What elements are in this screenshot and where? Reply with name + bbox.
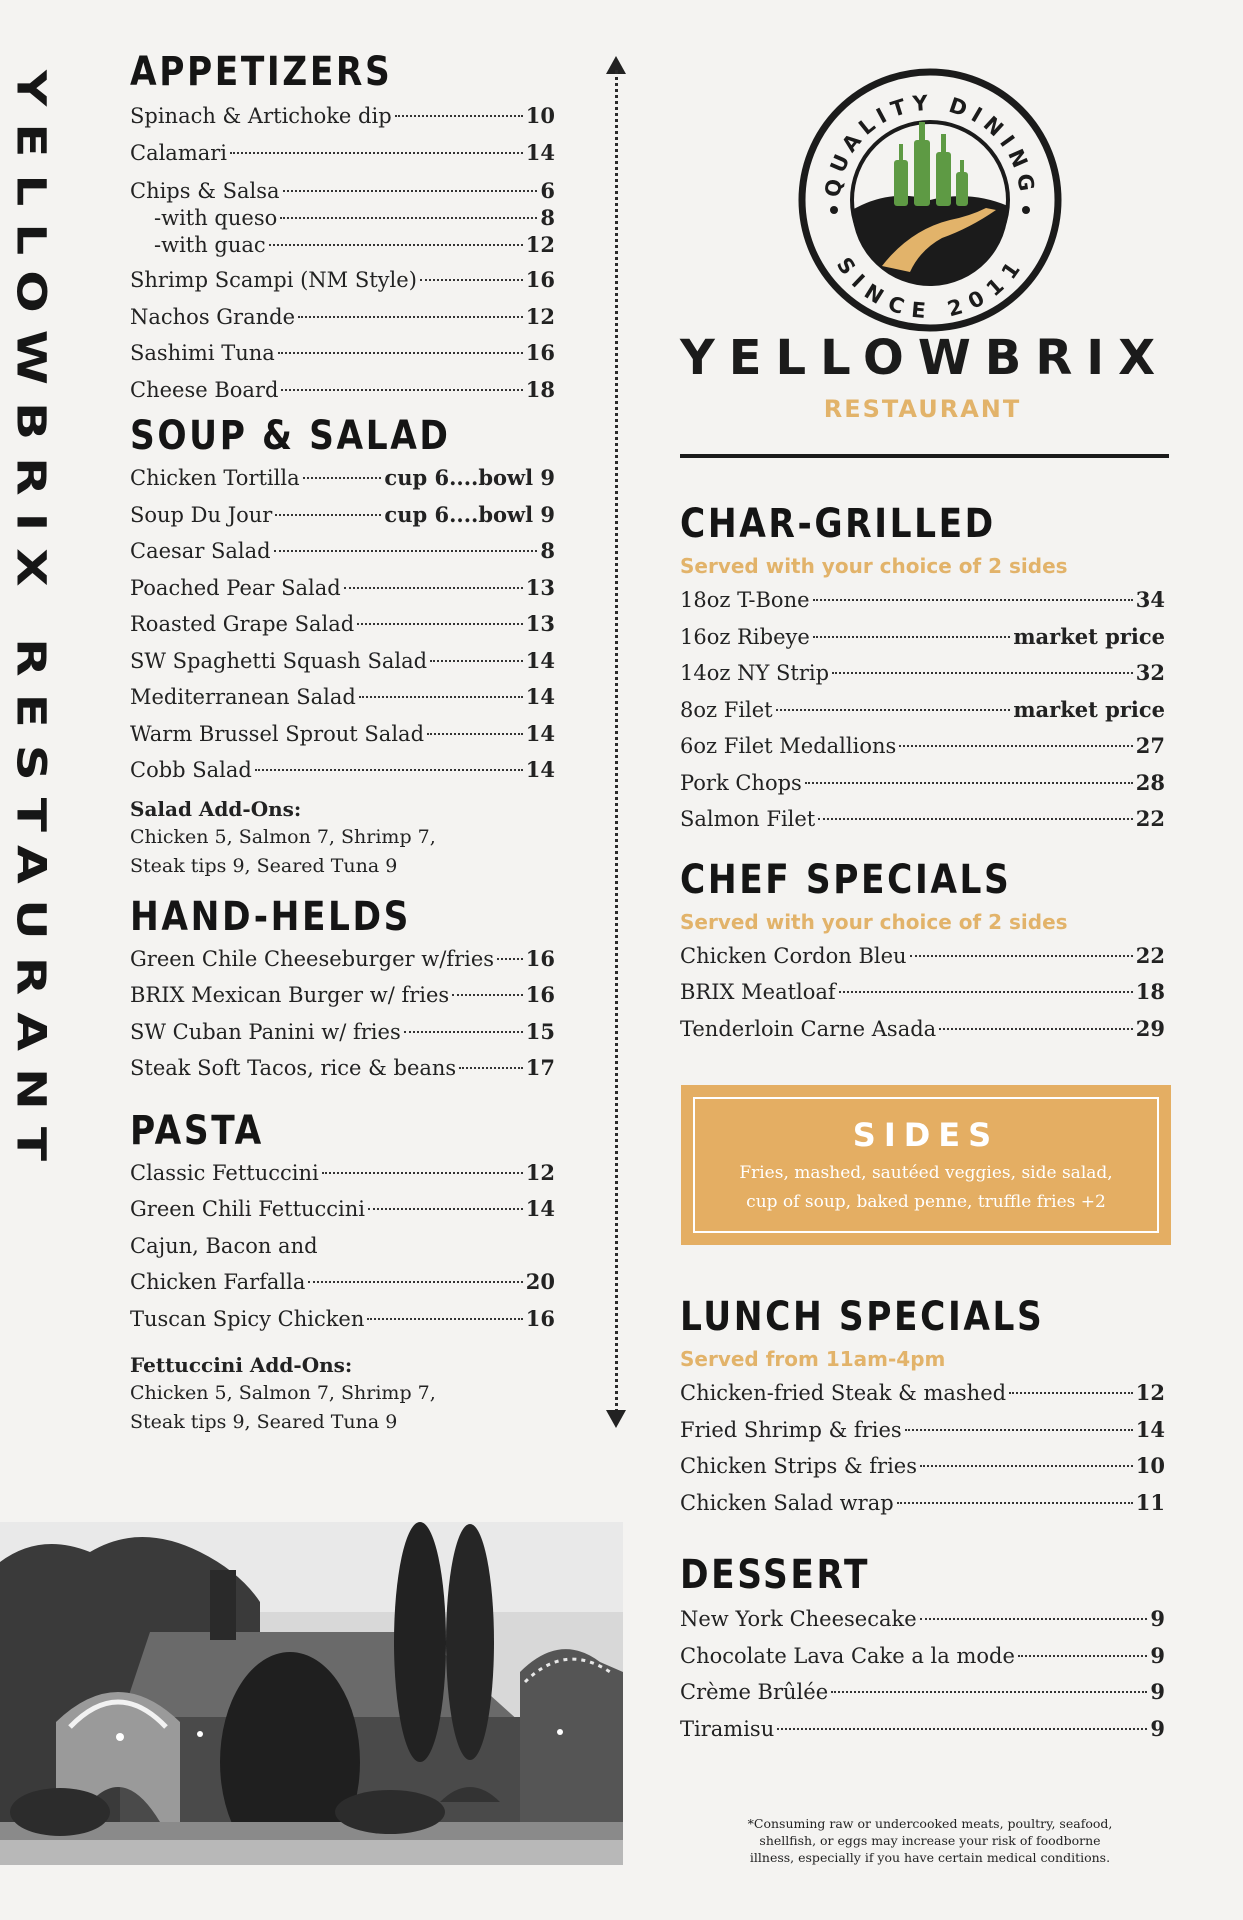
menu-item: Tiramisu 9: [680, 1715, 1165, 1741]
chef-specials-subtitle: Served with your choice of 2 sides: [680, 909, 1068, 934]
char-grilled-subtitle: Served with your choice of 2 sides: [680, 554, 1068, 578]
menu-item: Chicken Cordon Bleu 22: [680, 942, 1165, 968]
menu-item: Cheese Board 18: [130, 376, 555, 402]
menu-item: Spinach & Artichoke dip 10: [130, 103, 555, 128]
logo-arc-top: QUALITY DINING: [820, 90, 1040, 199]
appetizers-list: [130, 98, 555, 408]
menu-item: Mediterranean Salad 14: [130, 684, 555, 709]
sides-heading: SIDES: [852, 1116, 1000, 1154]
pasta-list: [130, 1155, 555, 1438]
menu-item: Chocolate Lava Cake a la mode 9: [680, 1642, 1165, 1668]
logo-arc-bottom: SINCE 2011: [831, 252, 1029, 324]
fettuccini-addons-title: Fettuccini Add-Ons:: [130, 1353, 353, 1377]
sides-panel-frame: [693, 1097, 1159, 1233]
menu-item: Chips & Salsa 6: [130, 178, 555, 203]
menu-item: Chicken Salad wrap 11: [680, 1489, 1165, 1515]
appetizers-heading: APPETIZERS: [130, 49, 393, 95]
chef-specials-heading: CHEF SPECIALS: [680, 856, 1012, 903]
chef-specials-list: [680, 938, 1165, 1048]
handhelds-list: [130, 941, 555, 1087]
lunch-specials-heading: LUNCH SPECIALS: [680, 1294, 1045, 1340]
salad-addons-line: Chicken 5, Salmon 7, Shrimp 7,: [130, 825, 436, 848]
dessert-list: [680, 1601, 1165, 1747]
menu-item: -with guac 12: [154, 232, 555, 257]
menu-item: Roasted Grape Salad 13: [130, 611, 555, 636]
menu-item: Nachos Grande 12: [130, 303, 555, 329]
food-safety-disclaimer: [720, 1815, 1140, 1866]
menu-item: Cobb Salad 14: [130, 757, 555, 782]
menu-item: Fried Shrimp & fries 14: [680, 1416, 1165, 1442]
brand-subtitle: RESTAURANT: [823, 395, 1022, 423]
soup-salad-heading: SOUP & SALAD: [130, 413, 451, 459]
disclaimer-line: *Consuming raw or undercooked meats, poultry, seafood,: [747, 1816, 1113, 1831]
section-rule: [680, 454, 1169, 458]
menu-item: Chicken Strips & fries 10: [680, 1453, 1165, 1478]
menu-item: Salmon Filet 22: [680, 806, 1165, 831]
lunch-specials-list: [680, 1375, 1165, 1521]
menu-item: Pork Chops 28: [680, 769, 1165, 795]
handhelds-heading: HAND-HELDS: [130, 893, 412, 940]
char-grilled-list: [680, 582, 1165, 838]
menu-item: Warm Brussel Sprout Salad 14: [130, 720, 555, 746]
fettuccini-addons-line: Chicken 5, Salmon 7, Shrimp 7,: [130, 1382, 436, 1404]
menu-item: Tuscan Spicy Chicken 16: [130, 1305, 555, 1331]
vertical-title-text: YELLOWBRIX RESTAURANT: [7, 70, 55, 1178]
disclaimer-line: illness, especially if you have certain medical conditions.: [749, 1850, 1111, 1865]
left-menu-column: [130, 48, 555, 1437]
menu-item: Sashimi Tuna 16: [130, 340, 555, 365]
menu-item: Chicken Tortilla cup 6....bowl 9: [130, 465, 555, 490]
vertical-restaurant-title: [0, 70, 62, 1250]
arrow-down-icon: [606, 1410, 626, 1428]
menu-item: BRIX Mexican Burger w/ fries 16: [130, 982, 555, 1007]
salad-addons-title: Salad Add-Ons:: [130, 796, 302, 821]
menu-item: SW Spaghetti Squash Salad 14: [130, 647, 555, 673]
menu-item: -with queso 8: [154, 205, 555, 230]
menu-item: Chicken Farfalla 20: [130, 1269, 555, 1294]
salad-addons-line: Steak tips 9, Seared Tuna 9: [130, 854, 398, 877]
menu-item: Crème Brûlée 9: [680, 1679, 1165, 1704]
menu-item: Classic Fettuccini 12: [130, 1159, 555, 1185]
char-grilled-heading: CHAR-GRILLED: [680, 501, 996, 547]
right-menu-column-lower: [680, 1293, 1165, 1747]
dessert-heading: DESSERT: [680, 1552, 871, 1598]
quality-dining-logo: [790, 60, 1070, 340]
lunch-specials-subtitle: Served from 11am-4pm: [680, 1347, 946, 1371]
menu-item: Steak Soft Tacos, rice & beans 17: [130, 1055, 555, 1080]
menu-item: Green Chile Cheeseburger w/fries 16: [130, 945, 555, 971]
menu-item: 6oz Filet Medallions 27: [680, 733, 1165, 758]
disclaimer-line: shellfish, or eggs may increase your risk of foodborne: [759, 1833, 1101, 1848]
menu-item: Caesar Salad 8: [130, 538, 555, 563]
menu-item: Green Chili Fettuccini 14: [130, 1196, 555, 1221]
sides-panel: [681, 1085, 1171, 1245]
menu-item: Soup Du Jour cup 6....bowl 9: [130, 501, 555, 527]
fettuccini-addons-line: Steak tips 9, Seared Tuna 9: [130, 1411, 398, 1433]
menu-item: 8oz Filet market price: [680, 696, 1165, 722]
menu-item: 16oz Ribeye market price: [680, 623, 1165, 649]
menu-item: SW Cuban Panini w/ fries 15: [130, 1018, 555, 1044]
menu-item: Cajun, Bacon and: [130, 1233, 318, 1258]
menu-item: Calamari 14: [130, 139, 555, 165]
sides-line: cup of soup, baked penne, truffle fries +2: [746, 1192, 1106, 1212]
menu-item: BRIX Meatloaf 18: [680, 979, 1165, 1004]
menu-item: Tenderloin Carne Asada 29: [680, 1015, 1165, 1041]
pasta-heading: PASTA: [130, 1107, 264, 1154]
right-menu-column-upper: [680, 500, 1165, 1047]
soup-salad-list: [130, 460, 555, 881]
restaurant-exterior-photo: [0, 1522, 623, 1865]
menu-item: 14oz NY Strip 32: [680, 660, 1165, 685]
menu-item: Chicken-fried Steak & mashed 12: [680, 1380, 1165, 1405]
dotted-divider: [615, 70, 618, 1420]
brand-name: YELLOWBRIX: [680, 330, 1170, 386]
menu-item: Poached Pear Salad 13: [130, 574, 555, 600]
menu-item: New York Cheesecake 9: [680, 1606, 1165, 1631]
sides-line: Fries, mashed, sautéed veggies, side salad,: [739, 1163, 1113, 1183]
menu-item: 18oz T-Bone 34: [680, 587, 1165, 612]
menu-item: Shrimp Scampi (NM Style) 16: [130, 267, 555, 292]
